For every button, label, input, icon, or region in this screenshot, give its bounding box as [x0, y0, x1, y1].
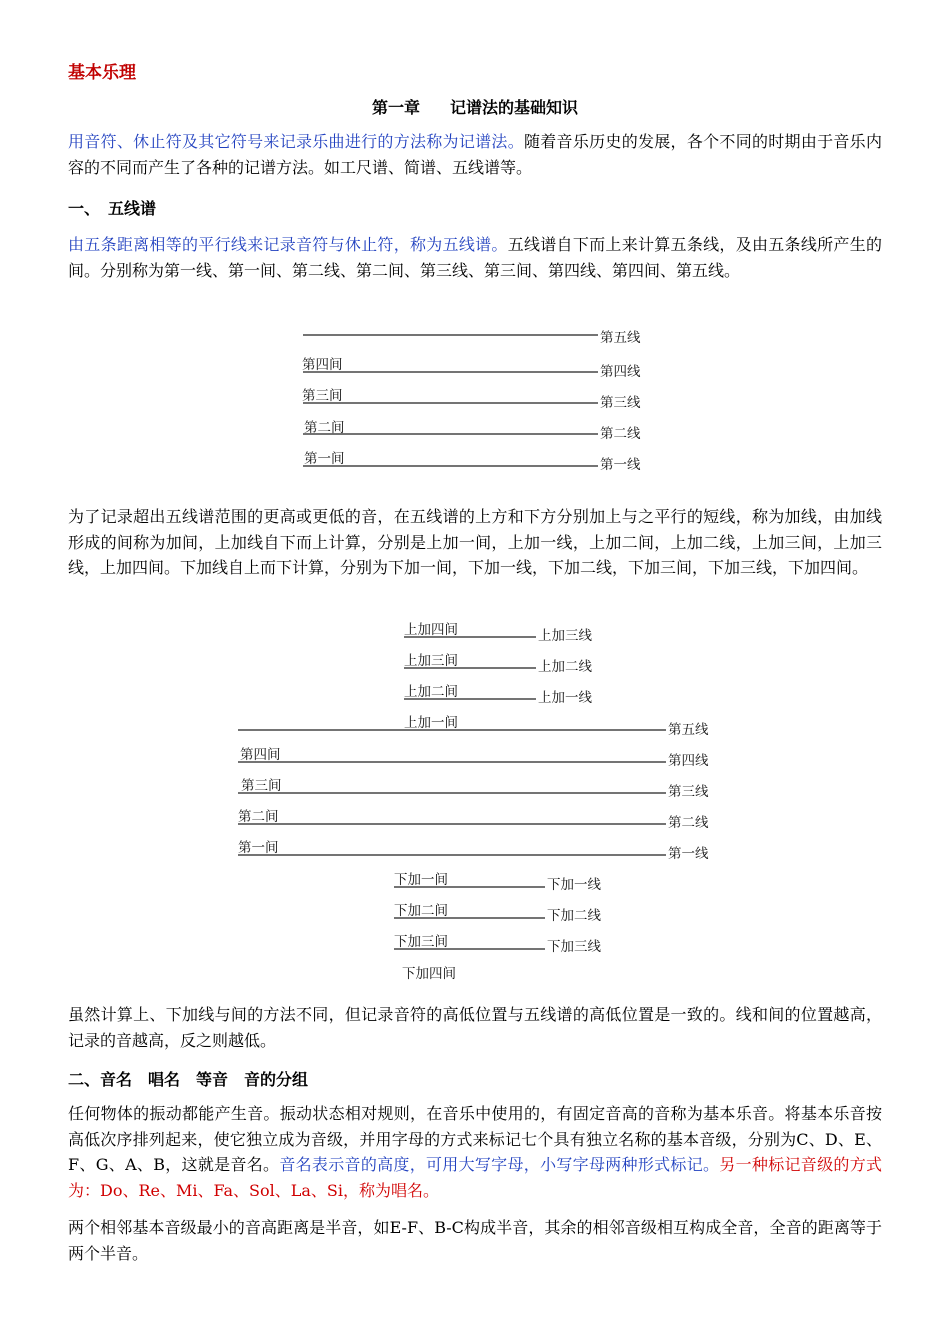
staff-description: 五线谱自下而上来计算五条线，及由五条线所产生的间。分别称为第一线、第一间、第二线、第二间、第三线、第三间、第四线、第四间、第五线。 [68, 235, 882, 280]
staff-line-label: 第二线 [668, 815, 709, 831]
staff-space-label: 第四间 [240, 747, 281, 763]
pitch-names-note: 音名表示音的高度，可用大写字母，小写字母两种形式标记。 [279, 1155, 720, 1174]
upper-ledger-line-label: 上加三线 [538, 628, 592, 644]
intro-text: 随着音乐历史的发展，各个不同的时期由于音乐内容的不同而产生了各种的记谱方法。如工尺谱、简谱、五线谱等。 [68, 132, 882, 177]
staff-line-label: 第三线 [600, 395, 641, 411]
section2-paragraph2: 两个相邻基本音级最小的音高距离是半音，如E-F、B-C构成半音，其余的相邻音级相互构成全音，全音的距离等于两个半音。 [68, 1218, 882, 1263]
chapter-name: 记谱法的基础知识 [450, 98, 579, 117]
staff-line-label: 第五线 [600, 330, 641, 346]
lower-ledger-lines [394, 887, 545, 949]
staff-definition: 由五条距离相等的平行线来记录音符与休止符，称为五线谱。 [68, 235, 508, 254]
intro-paragraph [68, 129, 882, 180]
staff-line-label: 第三线 [668, 784, 709, 800]
lower-ledger-line-label: 下加二线 [547, 908, 601, 924]
staff-line-label: 第四线 [668, 753, 709, 769]
upper-ledger-space-label: 上加四间 [404, 622, 458, 638]
section1-paragraph3: 虽然计算上、下加线与间的方法不同，但记录音符的高低位置与五线谱的高低位置是一致的。线和间的位置越高，记录的音越高，反之则越低。 [68, 1005, 882, 1050]
section2-heading: 二、音名 唱名 等音 音的分组 [68, 1070, 309, 1089]
chapter-heading [0, 95, 950, 118]
staff-line-label: 第一线 [600, 457, 641, 473]
lower-ledger-line-label: 下加一线 [547, 877, 601, 893]
lower-ledger-space-label: 下加四间 [402, 966, 456, 982]
lower-ledger-space-label: 下加三间 [394, 934, 448, 950]
pitch-names-text: 任何物体的振动都能产生音。振动状态相对规则，在音乐中使用的，有固定音高的音称为基本乐音。将基本乐音按高低次序排列起来，使它独立成为音级，并用字母的方式来标记七个具有独立名称的基本音级，分别为C、D、E、F、G、A、B，这就是音名。 [68, 1104, 882, 1174]
staff-line-label: 第一线 [668, 846, 709, 862]
staff-space-label: 第四间 [302, 357, 343, 373]
upper-ledger-space-label: 上加一间 [404, 715, 458, 731]
main-staff-lines [238, 730, 666, 855]
section1-heading: 一、 五线谱 [68, 199, 157, 218]
solfege-definition: 另一种标记音级的方式为：Do、Re、Mi、Fa、Sol、La、Si，称为唱名。 [68, 1155, 882, 1200]
staff-line-label: 第二线 [600, 426, 641, 442]
section2-paragraph1 [68, 1101, 882, 1203]
staff-space-label: 第一间 [238, 840, 279, 856]
doc-title: 基本乐理 [68, 63, 136, 83]
section1-paragraph1 [68, 232, 882, 283]
staff-space-label: 第二间 [238, 809, 279, 825]
staff-lines [303, 335, 598, 466]
lower-ledger-space-label: 下加一间 [394, 872, 448, 888]
upper-ledger-space-label: 上加三间 [404, 653, 458, 669]
section1-paragraph2: 为了记录超出五线谱范围的更高或更低的音，在五线谱的上方和下方分别加上与之平行的短线，称为加线，由加线形成的间称为加间，上加线自下而上计算，分别是上加一间，上加一线，上加二间，上加二线，上加三间，上加三线，上加四间。下加线自上而下计算，分别为下加一间，下加一线，下加二线，下加三间，下加三线，下加四间。 [68, 507, 882, 577]
staff-space-label: 第一间 [304, 451, 345, 467]
intro-definition: 用音符、休止符及其它符号来记录乐曲进行的方法称为记谱法。 [68, 132, 524, 151]
lower-ledger-line-label: 下加三线 [547, 939, 601, 955]
staff-line-label: 第四线 [600, 364, 641, 380]
upper-ledger-space-label: 上加二间 [404, 684, 458, 700]
upper-ledger-line-label: 上加二线 [538, 659, 592, 675]
staff-space-label: 第二间 [304, 420, 345, 436]
upper-ledger-line-label: 上加一线 [538, 690, 592, 706]
staff-line-label: 第五线 [668, 722, 709, 738]
staff-space-label: 第三间 [241, 778, 282, 794]
lower-ledger-space-label: 下加二间 [394, 903, 448, 919]
chapter-number: 第一章 [371, 98, 420, 117]
staff-space-label: 第三间 [302, 388, 343, 404]
upper-ledger-lines [404, 637, 536, 699]
